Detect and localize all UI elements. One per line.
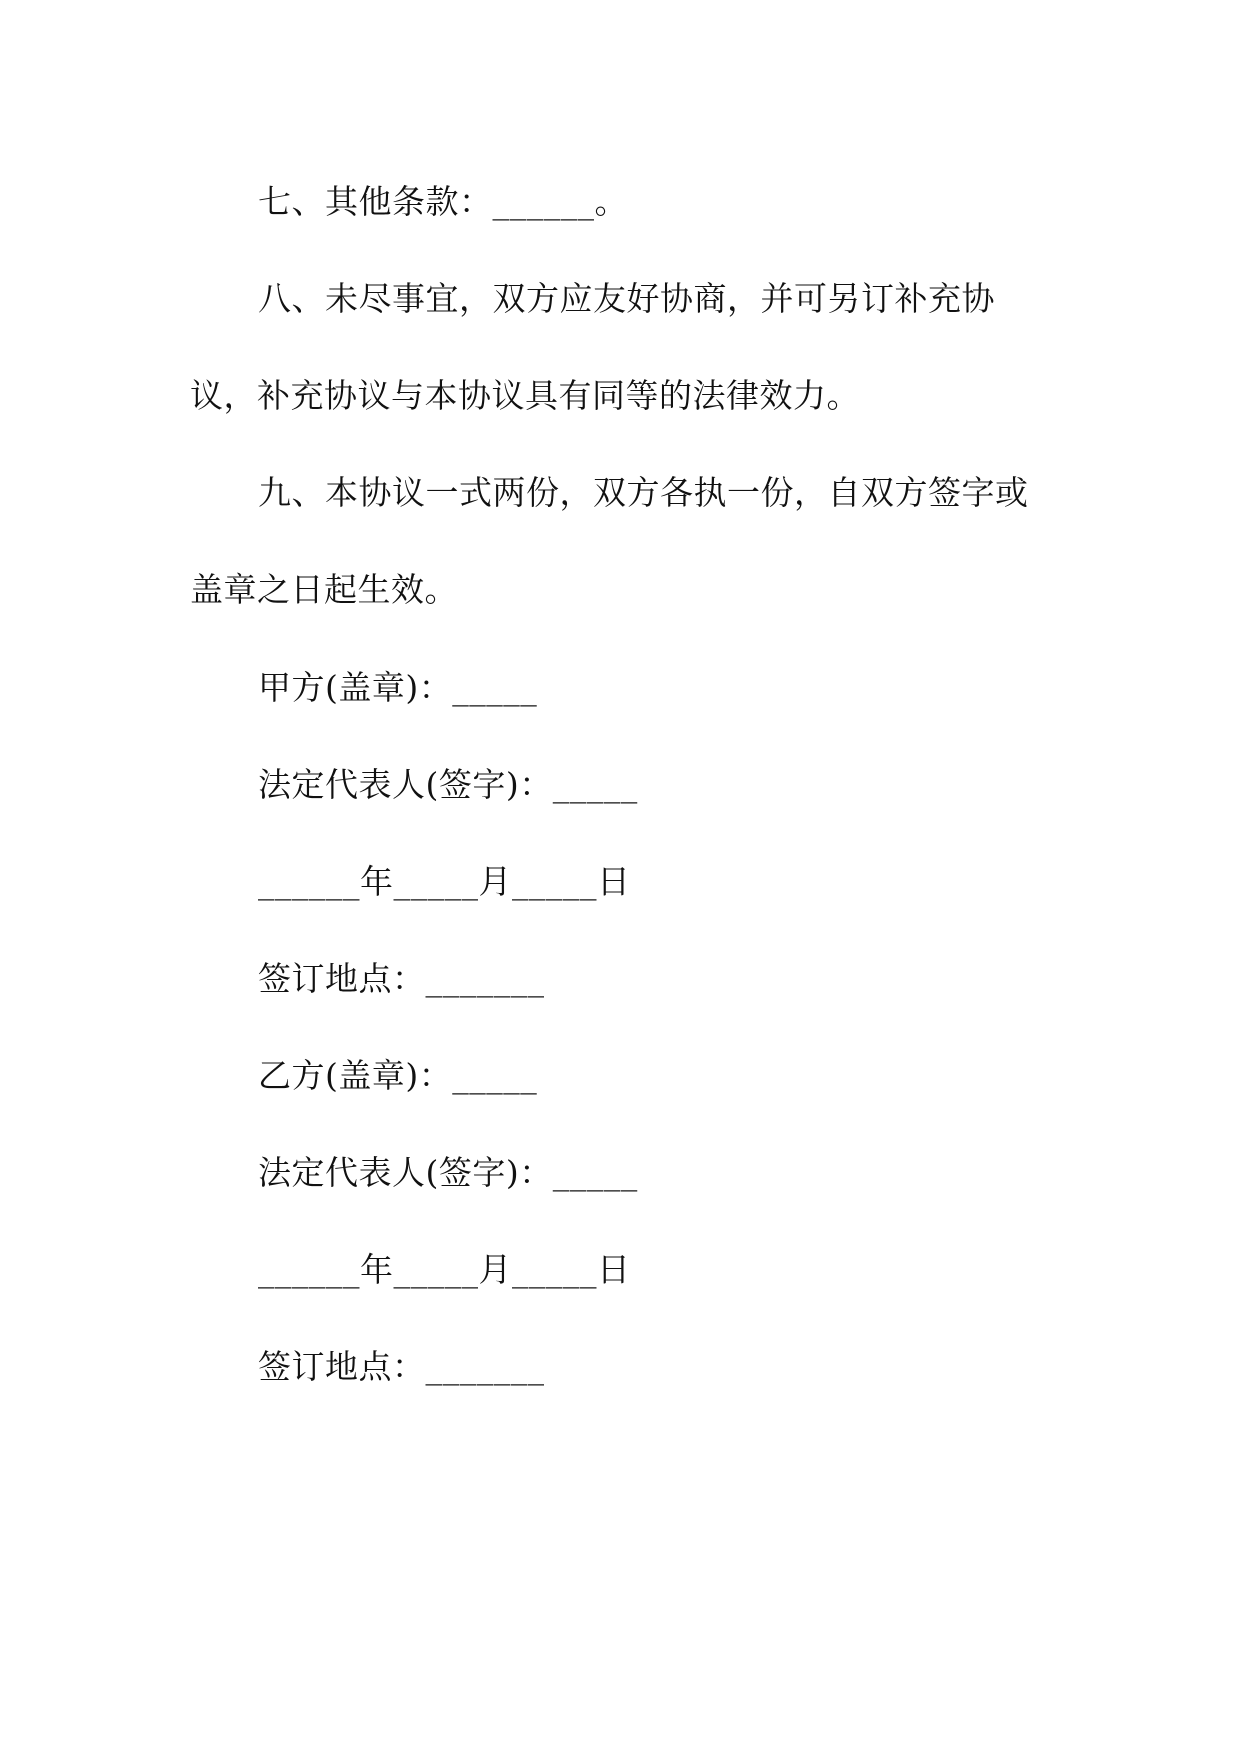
clause-9-line-2: 盖章之日起生效。 [190,570,458,609]
clause-8-line-1: 八、未尽事宜，双方应友好协商，并可另订补充协 [258,279,995,318]
clause-8-line-2: 议，补充协议与本协议具有同等的法律效力。 [190,376,860,415]
party-b-seal: 乙方(盖章)：_____ [258,1056,538,1095]
party-b-place: 签订地点：_______ [258,1347,545,1386]
party-b-date: ______年_____月_____日 [258,1250,631,1289]
party-b-representative: 法定代表人(签字)：_____ [258,1153,638,1192]
clause-7: 七、其他条款：______。 [258,182,628,221]
party-a-seal: 甲方(盖章)：_____ [258,668,538,707]
party-a-representative: 法定代表人(签字)：_____ [258,765,638,804]
party-a-date: ______年_____月_____日 [258,862,631,901]
party-a-place: 签订地点：_______ [258,959,545,998]
clause-9-line-1: 九、本协议一式两份，双方各执一份，自双方签字或 [258,473,1029,512]
